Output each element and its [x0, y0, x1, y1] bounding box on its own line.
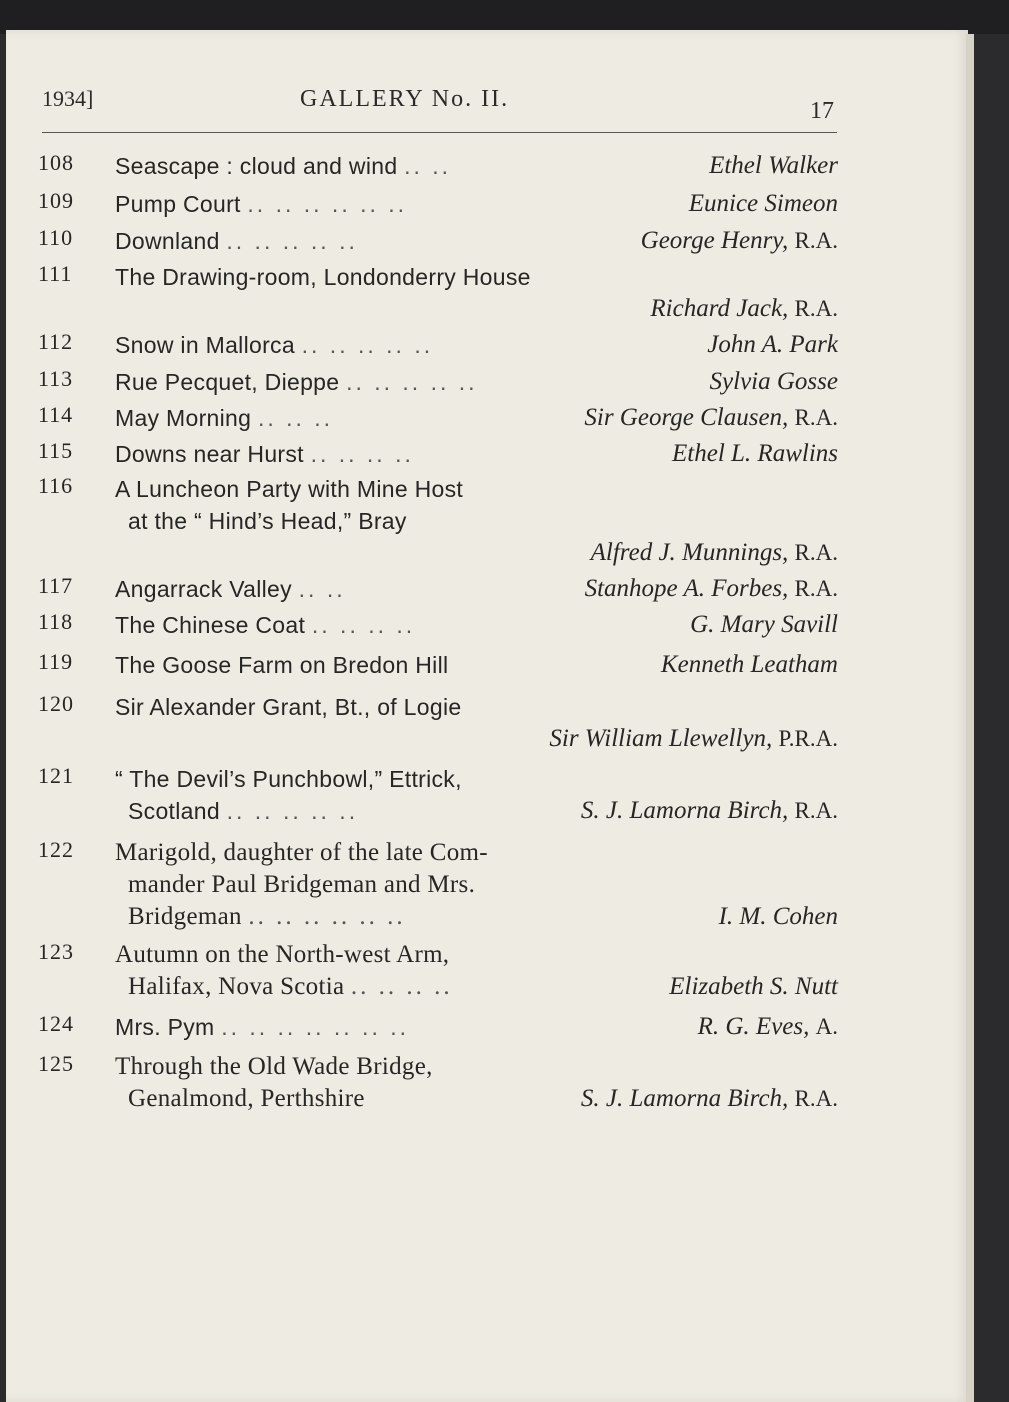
entry-line: [38, 225, 838, 257]
entry-number: 110: [38, 225, 74, 250]
artist-name: Stanhope A. Forbes,: [584, 575, 789, 602]
leader-dots: .. .. .. ..: [310, 441, 414, 467]
entry-number: 115: [38, 438, 74, 463]
entry-number: 111: [38, 261, 73, 286]
entry-line: [38, 1011, 838, 1043]
artist-name: Sir George Clausen,: [584, 404, 789, 431]
entry-title-text: Sir Alexander Grant, Bt., of Logie: [115, 694, 462, 720]
entry-title: [115, 261, 531, 293]
entry-artist: [689, 188, 838, 220]
page-header: [42, 86, 842, 126]
entry-artist: [710, 366, 838, 398]
entry-number: 117: [38, 573, 74, 598]
artist-name: Sylvia Gosse: [709, 368, 838, 395]
entry-number: 123: [38, 939, 74, 964]
entry-line: [38, 505, 838, 537]
entry-title: [128, 505, 407, 537]
entry-title: [115, 329, 433, 361]
entry-number: 114: [38, 402, 74, 427]
entry-artist: [584, 402, 838, 434]
entry-number: 108: [38, 150, 74, 175]
entry-title: [115, 573, 346, 605]
entry-line: [38, 795, 838, 827]
entry-artist: [669, 971, 838, 1003]
entry-artist: [549, 723, 838, 755]
header-rule: [42, 132, 837, 133]
entry-number: 120: [38, 691, 74, 716]
artist-honour: P.R.A.: [778, 726, 838, 751]
catalogue-entry: [38, 939, 838, 1003]
entry-line: [38, 473, 838, 505]
entry-artist-line: [38, 537, 838, 569]
entry-line: [38, 869, 838, 901]
entry-title-text: Bridgeman: [128, 903, 242, 930]
entry-line: [38, 939, 838, 971]
entry-title-text: Autumn on the North-west Arm,: [115, 941, 450, 968]
entry-line: [38, 573, 838, 605]
entry-number: 124: [38, 1011, 74, 1036]
entry-title: [128, 901, 406, 933]
entry-title: [115, 366, 478, 398]
catalogue-entry: [38, 438, 838, 470]
entry-title: [128, 1083, 365, 1115]
artist-name: John A. Park: [707, 331, 838, 358]
catalogue-entry: [38, 366, 838, 398]
entry-number: 113: [38, 366, 74, 391]
artist-name: S. J. Lamorna Birch,: [580, 1085, 789, 1112]
catalogue-entry: [38, 1011, 838, 1043]
entry-title-text: mander Paul Bridgeman and Mrs.: [128, 871, 476, 898]
entry-title: [115, 438, 414, 470]
entry-line: [38, 1083, 838, 1115]
entry-number: 109: [38, 188, 74, 213]
entry-number: 122: [38, 837, 74, 862]
entry-title: [128, 971, 453, 1003]
entry-artist: [591, 537, 838, 569]
entry-artist-line: [38, 293, 838, 325]
leader-dots: .. .. .. .. ..: [346, 369, 478, 395]
entry-title: [115, 402, 333, 434]
artist-name: George Henry,: [640, 227, 789, 254]
catalogue-entry: [38, 573, 838, 605]
leader-dots: .. .. .. .. .. ..: [248, 903, 406, 930]
entry-artist: [581, 1083, 838, 1115]
entry-line: [38, 402, 838, 434]
header-title: GALLERY No. II.: [300, 86, 510, 112]
entry-title-text: Seascape : cloud and wind: [115, 153, 398, 179]
entry-artist: [661, 649, 838, 681]
entry-line: [38, 150, 838, 182]
artist-honour: R.A.: [794, 1086, 838, 1111]
leader-dots: .. .. .. .. .. ..: [247, 191, 408, 217]
entry-artist: [719, 901, 838, 933]
entry-title: [115, 150, 451, 182]
entry-title-text: “ The Devil’s Punchbowl,” Ettrick,: [115, 766, 462, 792]
catalogue-entry: [38, 188, 838, 220]
entry-title-text: Pump Court: [115, 191, 241, 217]
catalogue-entry: [38, 225, 838, 257]
entry-title-text: The Chinese Coat: [115, 612, 306, 638]
entry-number: 116: [38, 473, 74, 498]
entry-number: 119: [38, 649, 74, 674]
catalogue-entry: [38, 329, 838, 361]
entry-title-text: Marigold, daughter of the late Com-: [115, 839, 488, 866]
artist-name: I. M. Cohen: [718, 903, 838, 930]
entry-line: [38, 329, 838, 361]
entry-line: [38, 691, 838, 723]
entry-title-text: May Morning: [115, 405, 252, 431]
entry-line: [38, 609, 838, 641]
entry-title: [115, 691, 461, 723]
artist-name: Ethel L. Rawlins: [672, 440, 838, 467]
entry-line: [38, 837, 838, 869]
entry-artist: [690, 609, 838, 641]
entry-artist: [585, 573, 838, 605]
artist-honour: R.A.: [794, 296, 838, 321]
catalogue-entry: [38, 473, 838, 569]
catalogue-entry: [38, 691, 838, 755]
artist-name: Eunice Simeon: [688, 190, 838, 217]
leader-dots: .. .. .. .. ..: [226, 798, 359, 824]
entry-artist: [698, 1011, 838, 1043]
entry-title: [115, 939, 449, 971]
entry-title-text: Mrs. Pym: [115, 1014, 215, 1040]
background-top: [0, 0, 1009, 34]
entry-title-text: at the “ Hind’s Head,” Bray: [128, 508, 407, 534]
entry-line: [38, 971, 838, 1003]
artist-honour: R.A.: [794, 228, 838, 253]
entry-title-text: A Luncheon Party with Mine Host: [115, 476, 464, 502]
artist-name: Alfred J. Munnings,: [590, 539, 789, 566]
entry-title-text: Downs near Hurst: [115, 441, 304, 467]
artist-name: S. J. Lamorna Birch,: [580, 797, 789, 824]
entry-title-text: Scotland: [128, 798, 220, 824]
entry-title: [115, 225, 358, 257]
entry-line: [38, 1051, 838, 1083]
entry-artist: [650, 293, 838, 325]
artist-honour: A.: [815, 1014, 838, 1039]
artist-honour: R.A.: [794, 540, 838, 565]
artist-name: Sir William Llewellyn,: [549, 725, 773, 752]
artist-name: G. Mary Savill: [690, 611, 838, 638]
entry-title-text: Through the Old Wade Bridge,: [115, 1053, 433, 1080]
artist-name: Richard Jack,: [650, 295, 789, 322]
leader-dots: .. ..: [404, 153, 452, 179]
entry-number: 118: [38, 609, 74, 634]
entry-title-text: Rue Pecquet, Dieppe: [115, 369, 340, 395]
entry-title-text: Halifax, Nova Scotia: [128, 973, 345, 1000]
entry-line: [38, 649, 838, 681]
entry-line: [38, 901, 838, 933]
leader-dots: .. .. .. .. ..: [226, 228, 358, 254]
entry-artist: [581, 795, 838, 827]
entry-title: [115, 1051, 433, 1083]
entry-line: [38, 366, 838, 398]
catalogue-entry: [38, 609, 838, 641]
entry-title-text: The Drawing-room, Londonderry House: [115, 264, 531, 290]
entry-artist-line: [38, 723, 838, 755]
entry-line: [38, 438, 838, 470]
entry-title-text: Downland: [115, 228, 220, 254]
artist-name: Kenneth Leatham: [660, 651, 838, 678]
artist-name: R. G. Eves,: [697, 1013, 810, 1040]
entry-title: [128, 795, 358, 827]
entry-number: 112: [38, 329, 74, 354]
entry-title-text: Angarrack Valley: [115, 576, 292, 602]
entry-title-text: Snow in Mallorca: [115, 332, 295, 358]
entry-title: [115, 763, 462, 795]
entry-line: [38, 763, 838, 795]
artist-honour: R.A.: [794, 405, 838, 430]
entry-artist: [672, 438, 838, 470]
artist-honour: R.A.: [794, 576, 838, 601]
catalogue-entry: [38, 150, 838, 182]
catalogue-entry: [38, 763, 838, 827]
entry-title-text: The Goose Farm on Bredon Hill: [115, 652, 449, 678]
header-year: 1934]: [42, 86, 94, 111]
entry-artist: [707, 329, 838, 361]
entry-title: [115, 1011, 409, 1043]
entry-number: 125: [38, 1051, 74, 1076]
catalogue-entry: [38, 261, 838, 325]
leader-dots: .. .. .. .. ..: [301, 332, 434, 358]
entry-number: 121: [38, 763, 74, 788]
catalogue-entries: [38, 150, 838, 1115]
entry-line: [38, 261, 838, 293]
page-edge: [966, 34, 974, 1402]
catalogue-entry: [38, 837, 838, 933]
leader-dots: .. .. ..: [257, 405, 334, 431]
leader-dots: .. .. .. ..: [350, 973, 453, 1000]
entry-title: [115, 188, 407, 220]
entry-title: [115, 473, 463, 505]
entry-artist: [709, 150, 838, 182]
catalogue-entry: [38, 649, 838, 681]
leader-dots: .. .. .. ..: [311, 612, 416, 638]
entry-artist: [641, 225, 838, 257]
artist-honour: R.A.: [794, 798, 838, 823]
entry-title: [115, 649, 448, 681]
catalogue-entry: [38, 1051, 838, 1115]
artist-name: Ethel Walker: [709, 152, 838, 179]
entry-title: [128, 869, 475, 901]
entry-title: [115, 609, 415, 641]
leader-dots: .. ..: [298, 576, 346, 602]
entry-title: [115, 837, 488, 869]
catalogue-entry: [38, 402, 838, 434]
leader-dots: .. .. .. .. .. .. ..: [221, 1014, 410, 1040]
artist-name: Elizabeth S. Nutt: [669, 973, 838, 1000]
page-number: 17: [810, 98, 834, 124]
entry-title-text: Genalmond, Perthshire: [128, 1085, 365, 1112]
entry-line: [38, 188, 838, 220]
